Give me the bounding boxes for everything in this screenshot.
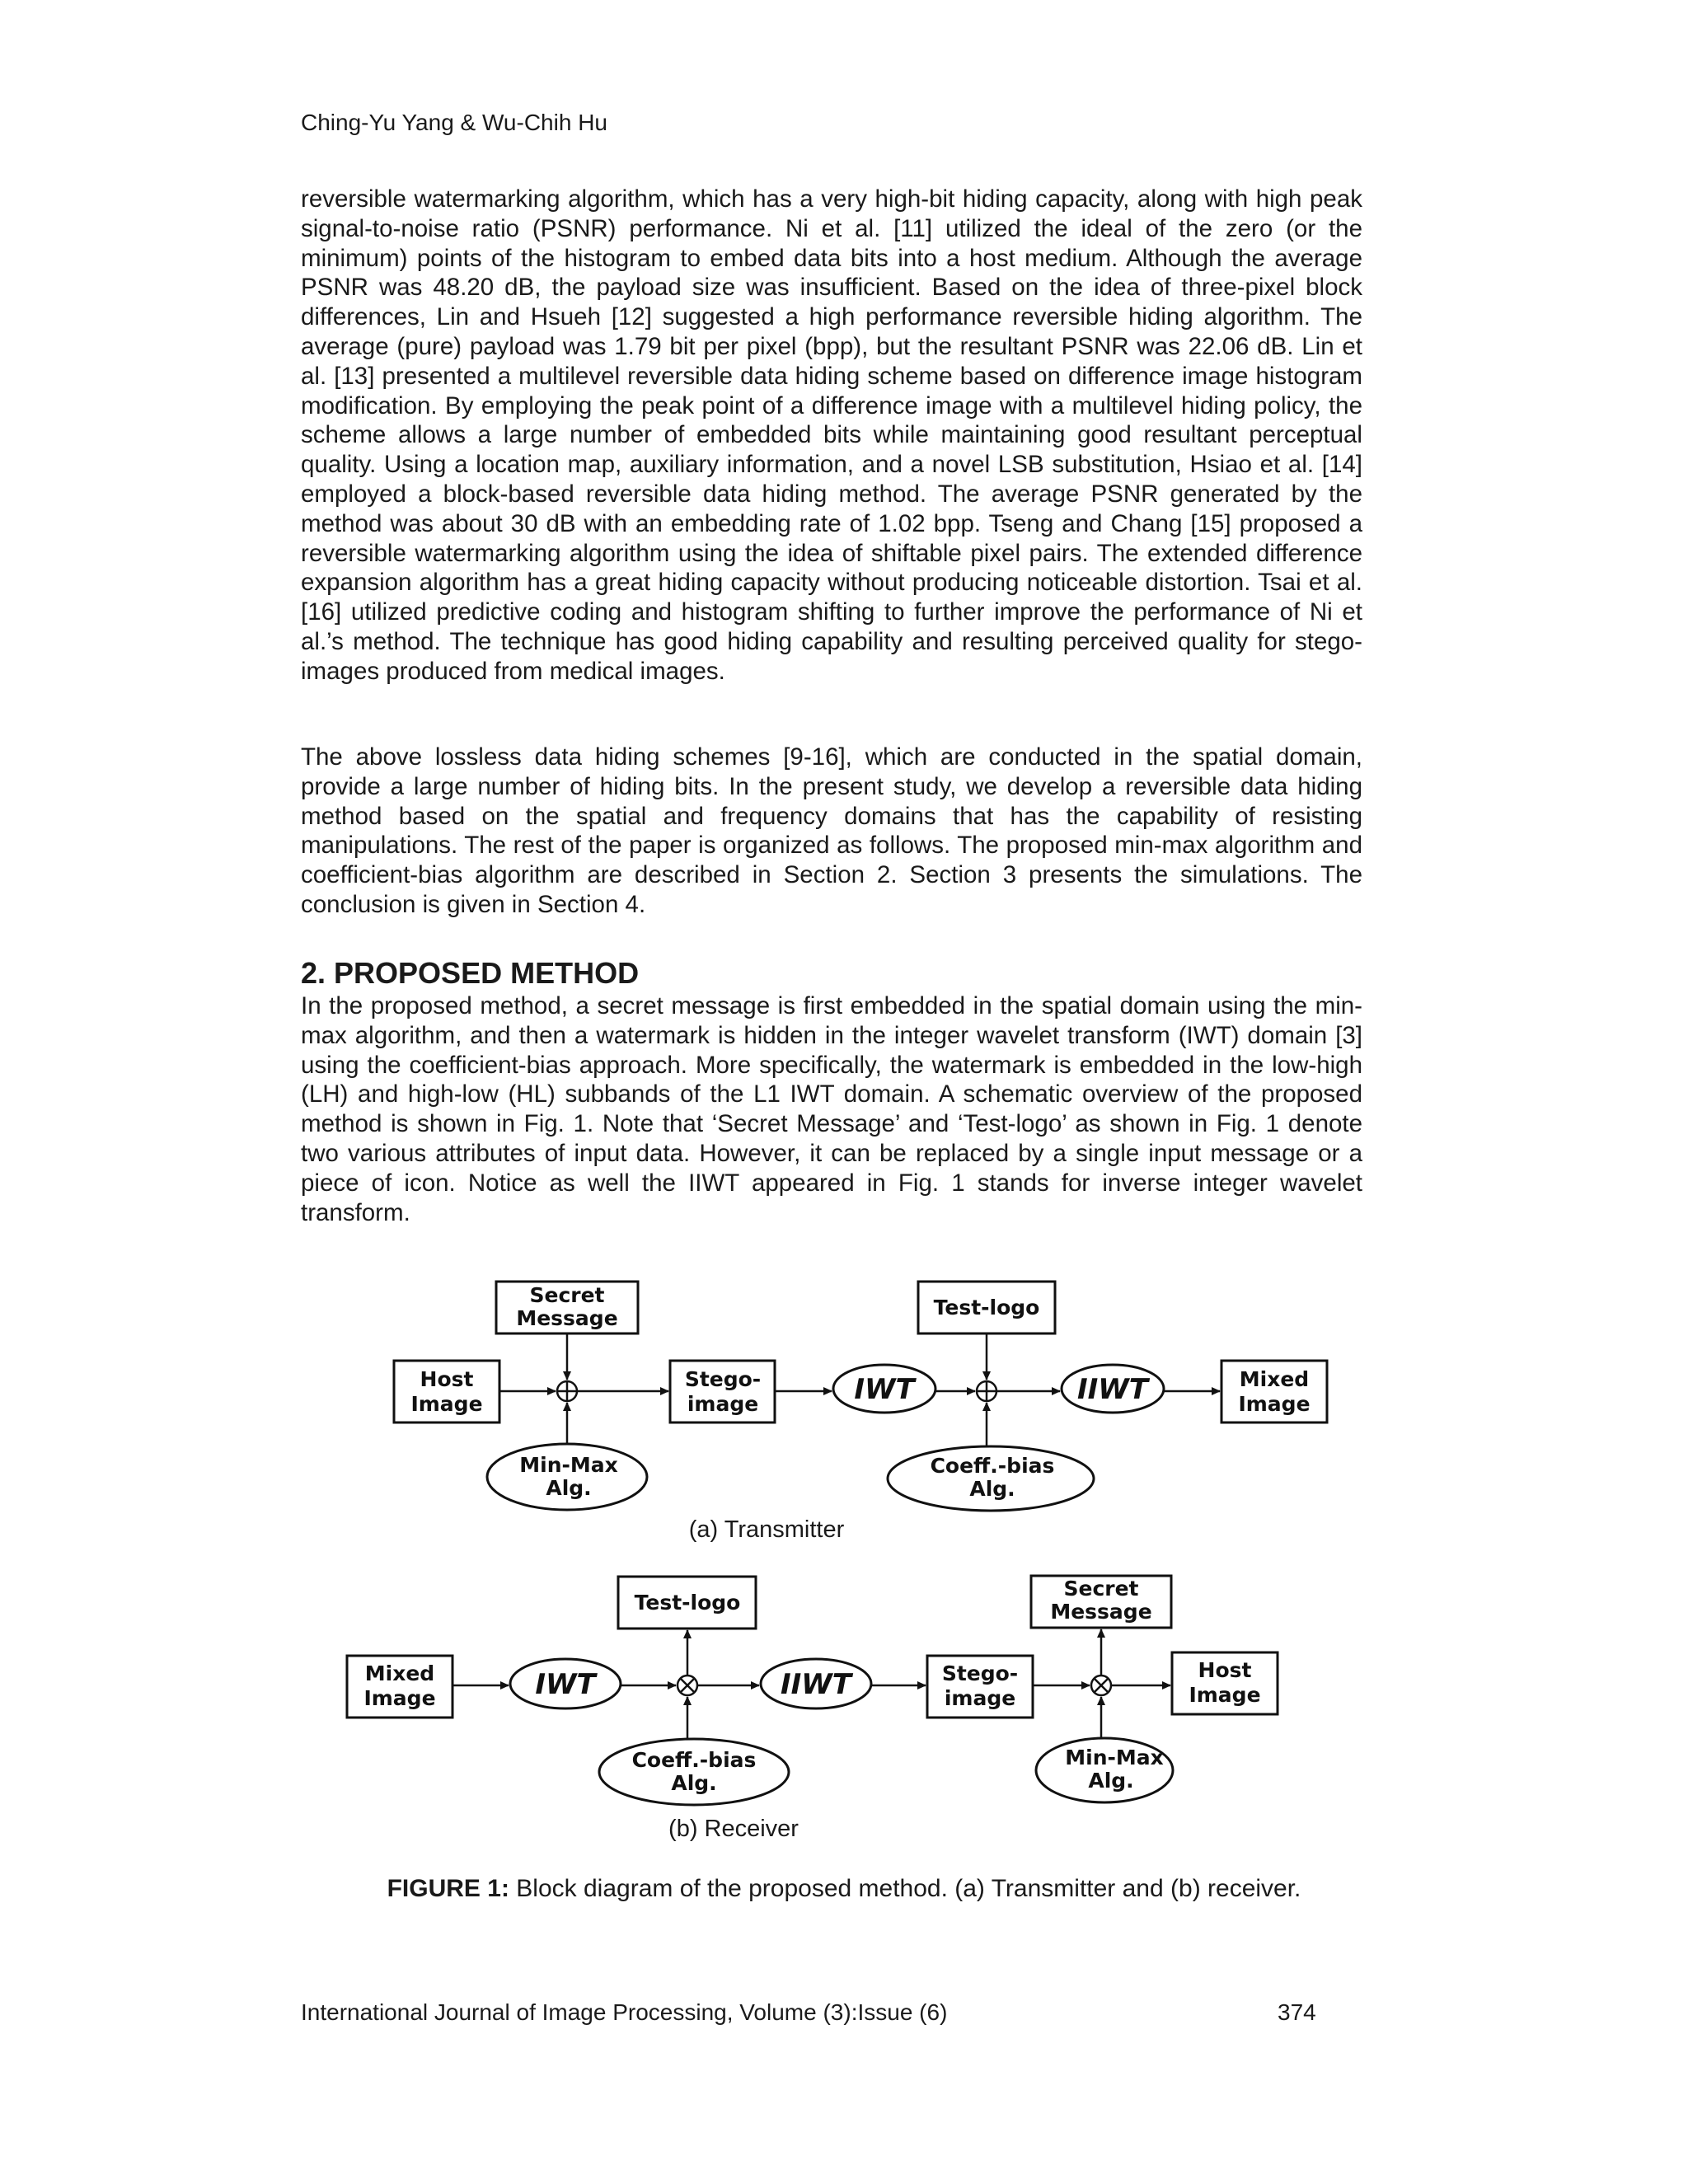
rx-test-logo-box xyxy=(618,1577,756,1629)
svg-text:IWT: IWT xyxy=(854,1373,915,1406)
rx-host-image-box xyxy=(1172,1652,1278,1714)
figure-caption xyxy=(0,1875,1688,1903)
tx-iwt-ellipse xyxy=(833,1365,935,1413)
tx-secret-message-line1: Secret xyxy=(529,1283,605,1307)
rx-iiwt-ellipse xyxy=(761,1659,871,1708)
footer-page-number: 374 xyxy=(1278,1999,1316,2025)
svg-text:Test-logo: Test-logo xyxy=(933,1296,1040,1319)
svg-text:Coeff.-bias: Coeff.-bias xyxy=(631,1748,757,1772)
svg-text:Alg.: Alg. xyxy=(969,1477,1015,1501)
svg-text:Coeff.-bias: Coeff.-bias xyxy=(930,1454,1055,1478)
tx-adder-1 xyxy=(557,1381,577,1401)
svg-text:Min-Max: Min-Max xyxy=(1065,1746,1164,1769)
figure-caption-label: FIGURE 1: xyxy=(387,1875,509,1902)
footer-journal: International Journal of Image Processing, Volume (3):Issue (6) xyxy=(301,1999,948,2025)
svg-text:IWT: IWT xyxy=(535,1668,596,1701)
svg-text:Mixed: Mixed xyxy=(1239,1367,1310,1391)
svg-text:Alg.: Alg. xyxy=(546,1476,592,1500)
figure-caption-text: Block diagram of the proposed method. (a) Transmitter and (b) receiver. xyxy=(509,1875,1301,1902)
rx-coeff-bias-ellipse xyxy=(599,1739,789,1805)
tx-host-image-box xyxy=(394,1361,499,1422)
tx-mixed-image-box xyxy=(1221,1361,1327,1422)
svg-text:image: image xyxy=(687,1392,759,1416)
svg-text:Image: Image xyxy=(410,1392,483,1416)
rx-min-max-ellipse xyxy=(1036,1738,1173,1802)
svg-text:Alg.: Alg. xyxy=(671,1771,717,1795)
svg-text:image: image xyxy=(944,1686,1016,1710)
rx-multiplier-1 xyxy=(678,1675,697,1695)
rx-stego-image-box xyxy=(927,1656,1033,1718)
rx-secret-message-box xyxy=(1031,1576,1171,1628)
tx-adder-2 xyxy=(977,1381,996,1401)
transmitter-diagram xyxy=(394,1282,1327,1543)
rx-multiplier-2 xyxy=(1091,1675,1111,1695)
paragraph-3: In the proposed method, a secret message is first embedded in the spatial domain using the min-max algorithm, and then a watermark is hidden in the integer wavelet transform (IWT) domain [3] using the coefficient-bias approach. More specifically, the watermark is embedded in the low-high (LH) and high-low (HL) subbands of the L1 IWT domain. A schematic overview of the proposed method is shown in Fig. 1. Note that ‘Secret Message’ and ‘Test-logo’ as shown in Fig. 1 denote two various attributes of input data. However, it can be replaced by a single input message or a piece of icon. Notice as well the IIWT appeared in Fig. 1 stands for inverse integer wavelet transform. xyxy=(301,992,1362,1226)
svg-text:Mixed: Mixed xyxy=(364,1661,435,1685)
svg-text:Host: Host xyxy=(420,1367,474,1391)
svg-text:Image: Image xyxy=(1189,1683,1261,1707)
svg-text:Stego-: Stego- xyxy=(684,1367,762,1391)
svg-text:Test-logo: Test-logo xyxy=(634,1591,741,1615)
tx-test-logo-box xyxy=(918,1282,1055,1333)
svg-text:Message: Message xyxy=(1050,1600,1152,1624)
svg-text:Image: Image xyxy=(363,1686,436,1710)
tx-min-max-ellipse xyxy=(487,1444,647,1510)
rx-mixed-image-box xyxy=(347,1656,452,1718)
receiver-caption: (b) Receiver xyxy=(668,1816,799,1842)
paragraph-2: The above lossless data hiding schemes [9-16], which are conducted in the spatial domain, provide a large number of hiding bits. In the present study, we develop a reversible data hiding method based on the spatial and frequency domains that has the capability of resisting manipulations. The rest of the paper is organized as follows. The proposed min-max algorithm and coefficient-bias algorithm are described in Section 2. Section 3 presents the simulations. The conclusion is given in Section 4. xyxy=(301,743,1362,918)
tx-iiwt-ellipse xyxy=(1062,1365,1164,1413)
svg-text:Stego-: Stego- xyxy=(941,1661,1019,1685)
svg-text:IIWT: IIWT xyxy=(781,1668,851,1701)
paragraph-1: reversible watermarking algorithm, which has a very high-bit hiding capacity, along with high peak signal-to-noise ratio (PSNR) performance. Ni et al. [11] utilized the ideal of the zero (or the minimum) points of the histogram to embed data bits into a host medium. Although the average PSNR was 48.20 dB, the payload size was insufficient. Based on the idea of three-pixel block differences, Lin and Hsueh [12] suggested a high performance reversible hiding algorithm. The average (pure) payload was 1.79 bit per pixel (bpp), but the resultant PSNR was 22.06 dB. Lin et al. [13] presented a multilevel reversible data hiding scheme based on difference image histogram modification. By employing the peak point of a difference image with a multilevel hiding policy, the scheme allows a large number of embedded bits while maintaining good resultant perceptual quality. Using a location map, auxiliary information, and a novel LSB substitution, Hsiao et al. [14] employed a block-based reversible data hiding method. The average PSNR generated by the method was about 30 dB with an embedding rate of 1.02 bpp. Tseng and Chang [15] proposed a reversible watermarking algorithm using the idea of shiftable pixel pairs. The extended difference expansion algorithm has a great hiding capacity without producing noticeable distortion. Tsai et al. [16] utilized predictive coding and histogram shifting to further improve the performance of Ni et al.’s method. The technique has good hiding capability and resulting perceived quality for stego-images produced from medical images. xyxy=(301,185,1362,685)
tx-secret-message-box xyxy=(496,1282,638,1333)
svg-text:Host: Host xyxy=(1198,1658,1252,1682)
section-heading: 2. PROPOSED METHOD xyxy=(301,956,640,990)
receiver-diagram xyxy=(347,1576,1278,1842)
tx-stego-image-box xyxy=(670,1361,775,1422)
svg-text:IIWT: IIWT xyxy=(1077,1373,1148,1406)
svg-text:Min-Max: Min-Max xyxy=(519,1453,618,1477)
rx-iwt-ellipse xyxy=(510,1659,621,1708)
tx-coeff-bias-ellipse xyxy=(888,1446,1094,1511)
svg-text:Image: Image xyxy=(1238,1392,1311,1416)
tx-secret-message-line2: Message xyxy=(516,1306,618,1330)
transmitter-caption: (a) Transmitter xyxy=(688,1516,845,1543)
svg-text:Alg.: Alg. xyxy=(1088,1769,1134,1793)
running-header: Ching-Yu Yang & Wu-Chih Hu xyxy=(301,110,607,135)
svg-text:Secret: Secret xyxy=(1063,1577,1139,1601)
